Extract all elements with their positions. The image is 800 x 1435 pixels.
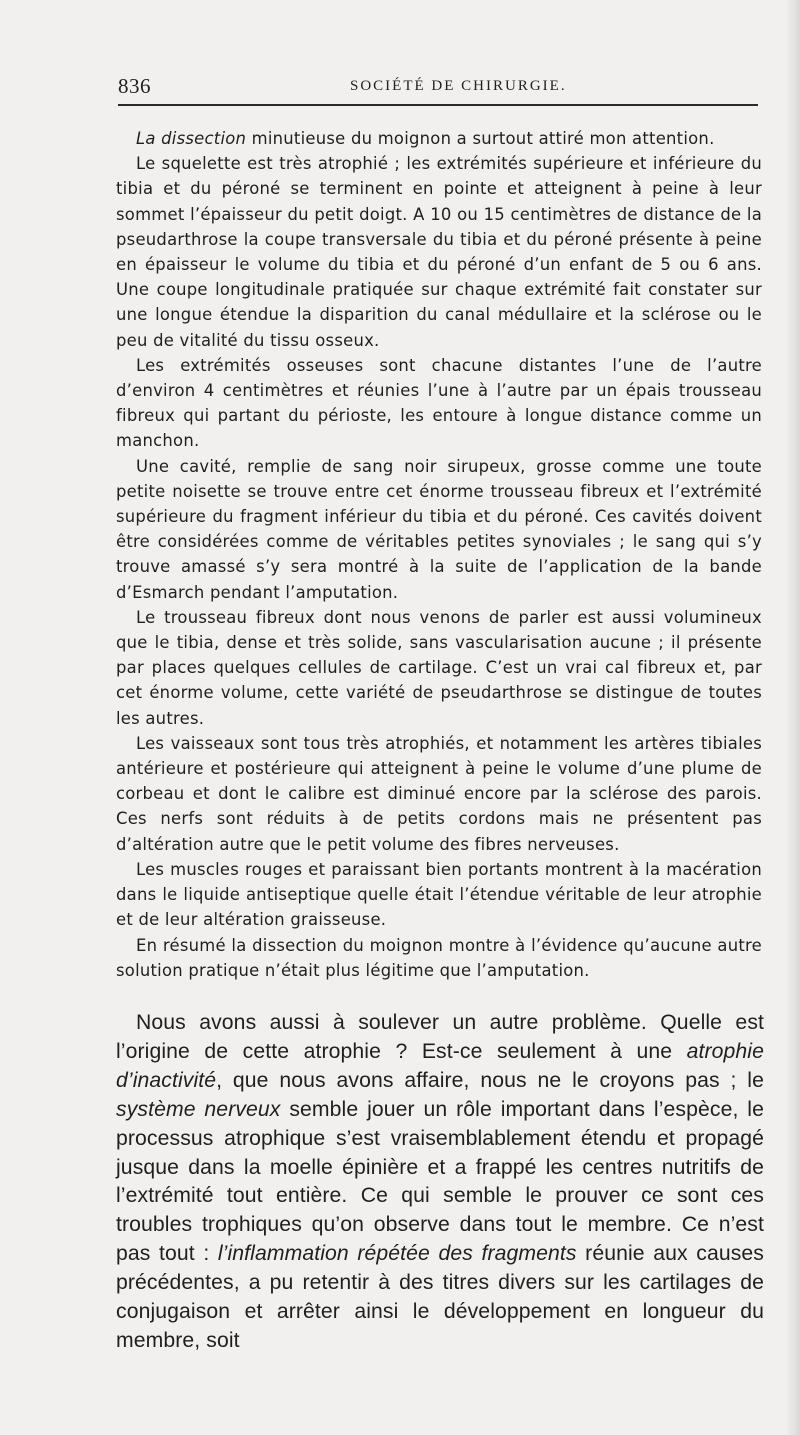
paragraph-atrophy-origin bbox=[116, 1009, 764, 1356]
atrophy-discussion bbox=[116, 1009, 764, 1356]
page-edge-shadow bbox=[786, 0, 800, 1435]
italic-systeme-nerveux: système nerveux bbox=[116, 1097, 281, 1121]
italic-la-dissection: La dissection bbox=[136, 129, 247, 148]
italic-inflammation-repetee: l’inflammation répétée des fragments bbox=[217, 1242, 577, 1266]
paragraph-text: semble jouer un rôle important dans l’espèce, le processus atrophique s’est vraisemblablement étendu et propagé jusque dans la moelle épinière et a frappé les centres nutritifs de l’extrémité tout entière. Ce qui semble le prouver ce sont ces troubles trophiques qu’on observe dans tout le membre. Ce n’est pas tout : bbox=[116, 1097, 764, 1266]
paragraph-vessels: Les vaisseaux sont tous très atrophiés, et notamment les artères tibiales antérieure et postérieure qui atteignent à peine le volume d’une plume de corbeau et dont le calibre est diminué encore par la sclérose des parois. Ces nerfs sont réduits à de petits cordons mais ne présentent pas d’altération autre que le petit volume des fibres nerveuses. bbox=[116, 733, 762, 854]
header-rule bbox=[118, 104, 758, 106]
paragraph-text: réunie aux causes précédentes, a pu retentir à des titres divers sur les cartilages de conjugaison et arrêter ainsi le développement en longueur du membre, soit bbox=[116, 1242, 764, 1352]
paragraph-cavity: Une cavité, remplie de sang noir sirupeux, grosse comme une toute petite noisette se trouve entre cet énorme trousseau fibreux et l’extrémité supérieure du fragment inférieur du tibia et du péroné. Ces cavités doivent être considérées comme de véritables petites synoviales ; le sang qui s’y trouve amassé s’y sera montré à la suite de l’application de la bande d’Esmarch pendant l’amputation. bbox=[116, 456, 762, 602]
paragraph-text: , que nous avons affaire, nous ne le croyons pas ; le bbox=[216, 1068, 764, 1092]
dissection-section bbox=[116, 126, 762, 983]
paragraph-text: Nous avons aussi à soulever un autre problème. Quelle est l’origine de cette atrophie ? Est-ce seulement à une bbox=[116, 1011, 764, 1063]
running-head: SOCIÉTÉ DE CHIRURGIE. bbox=[350, 78, 567, 94]
paragraph-text: minutieuse du moignon a surtout attiré mon attention. bbox=[246, 129, 715, 148]
paragraph-fibrous-band: Le trousseau fibreux dont nous venons de parler est aussi volumineux que le tibia, dense et très solide, sans vascularisation aucune ; il présente par places quelques cellules de cartilage. C’est un vrai cal fibreux et, par cet énorme volume, cette variété de pseudarthrose se distingue de toutes les autres. bbox=[116, 607, 762, 728]
paragraph-summary: En résumé la dissection du moignon montre à l’évidence qu’aucune autre solution pratique n’était plus légitime que l’amputation. bbox=[116, 935, 762, 980]
paragraph-bone-ends: Les extrémités osseuses sont chacune distantes l’une de l’autre d’environ 4 centimètres et réunies l’une à l’autre par un épais trousseau fibreux qui partant du périoste, les entoure à longue distance comme un manchon. bbox=[116, 355, 762, 451]
paragraph-muscles: Les muscles rouges et paraissant bien portants montrent à la macération dans le liquide antiseptique quelle était l’étendue véritable de leur atrophie et de leur altération graisseuse. bbox=[116, 859, 762, 930]
italic-atrophie-inactivite: atrophie d’inactivité bbox=[116, 1039, 764, 1092]
paragraph-skeleton: Le squelette est très atrophié ; les extrémités supérieure et inférieure du tibia et du péroné se terminent en pointe et atteignent à peine à leur sommet l’épaisseur du petit doigt. A 10 ou 15 centimètres de distance de la pseudarthrose la coupe transversale du tibia et du péroné présente à peine en épaisseur le volume du tibia et du péroné d’un enfant de 5 ou 6 ans. Une coupe longitudinale pratiquée sur chaque extrémité fait constater sur une longue étendue la disparition du canal médullaire et la sclérose ou le peu de vitalité du tissu osseux. bbox=[116, 154, 762, 350]
page-header bbox=[118, 74, 758, 100]
page-number: 836 bbox=[118, 74, 151, 98]
paragraph-dissection-intro bbox=[116, 126, 762, 151]
